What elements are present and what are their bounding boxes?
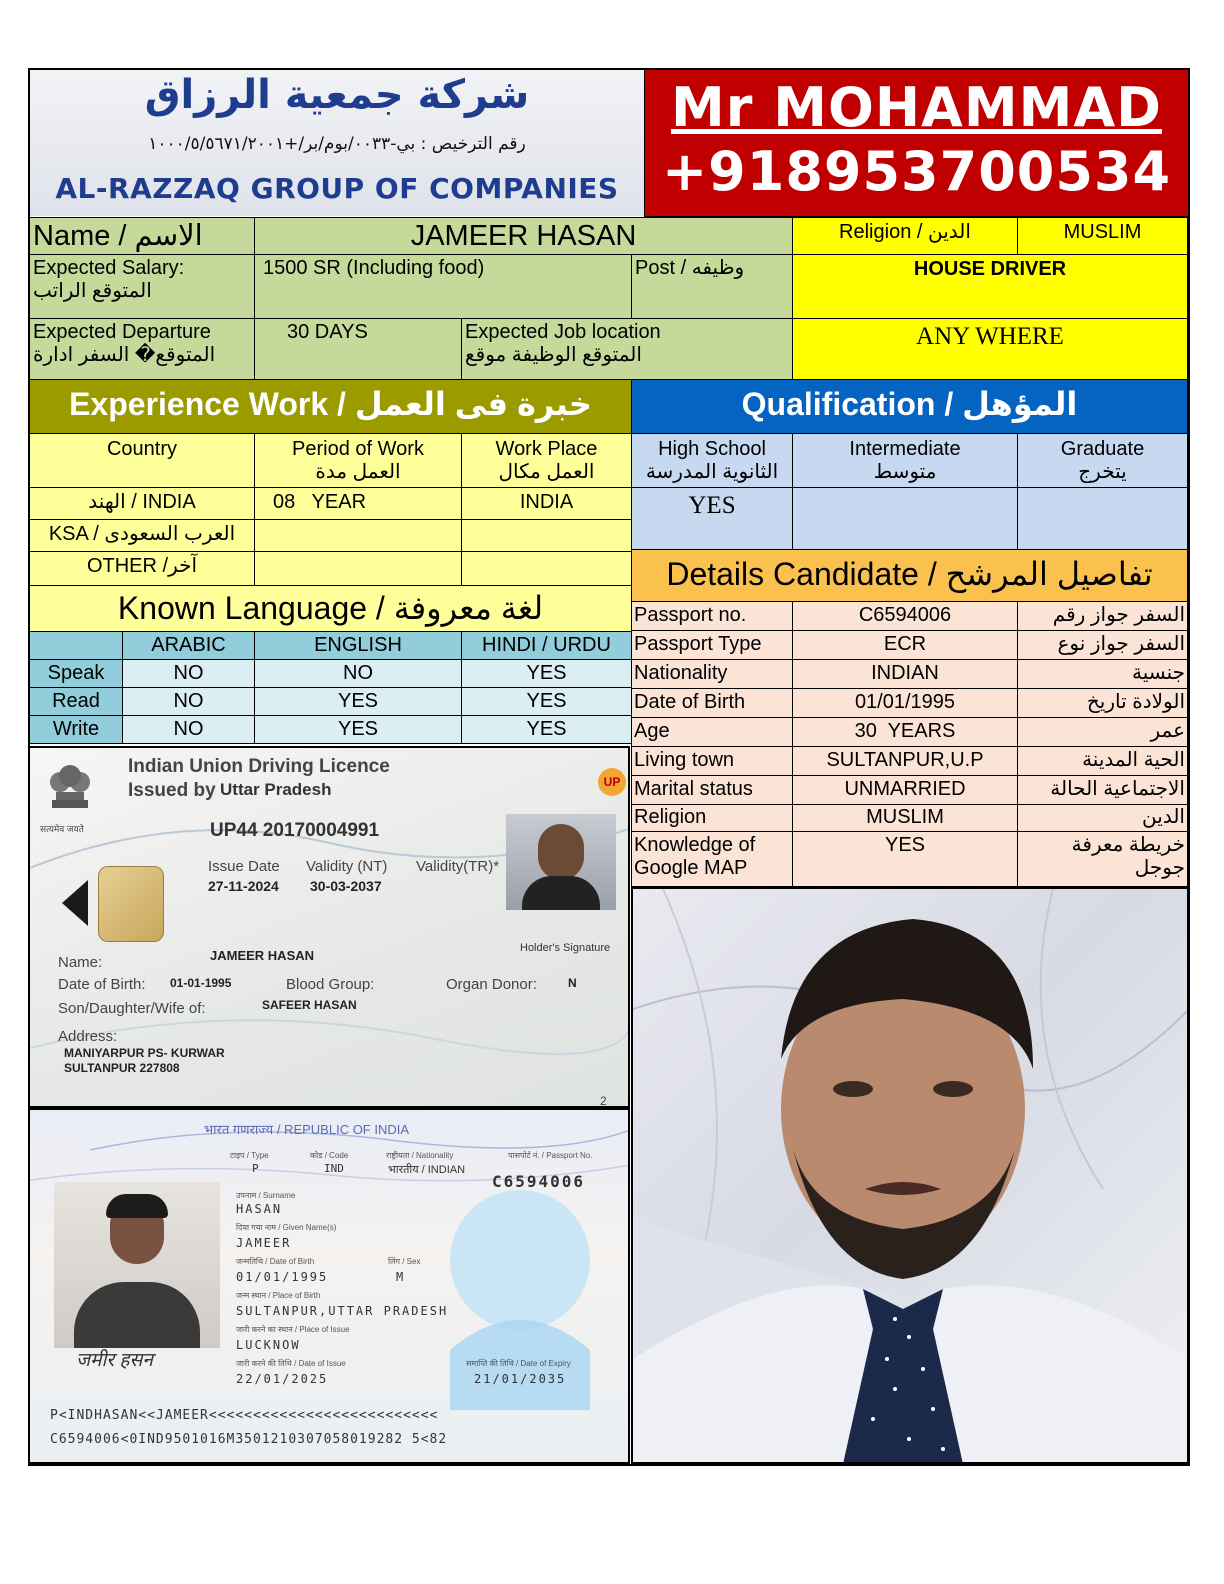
salary-value: 1500 SR (Including food): [254, 254, 632, 319]
detail-label: Passport Type: [631, 630, 793, 660]
job-location-label-ar: المتوقع الوظيفة موقع: [465, 344, 642, 366]
holder-signature: जमीर हसन: [76, 1350, 153, 1371]
detail-label: Knowledge of Google MAP: [631, 831, 793, 887]
salary-label-ar: المتوقع الراتب: [33, 280, 152, 302]
dob-label: जन्मतिथि / Date of Birth: [236, 1257, 315, 1266]
detail-label: Religion: [631, 804, 793, 832]
exp-header-place-ar: العمل مكال: [498, 461, 595, 483]
lang-value: NO: [122, 687, 255, 716]
code-label: कोड / Code: [310, 1151, 349, 1160]
type-label: टाइप / Type: [230, 1151, 269, 1160]
detail-value-living-town: SULTANPUR,U.P: [792, 746, 1018, 776]
detail-label-ar: الدين: [1017, 804, 1188, 832]
detail-label-ar: خريطة معرفة جوجل: [1017, 831, 1188, 887]
nationality: भारतीय / INDIAN: [388, 1164, 466, 1176]
qual-header-en: Intermediate: [849, 438, 961, 460]
lang-header-arabic: ARABIC: [122, 631, 255, 660]
lang-value: YES: [461, 659, 632, 688]
contact-name: Mr MOHAMMAD: [671, 76, 1162, 139]
arrow-left-icon: [58, 878, 92, 928]
qual-value-high-school: YES: [631, 487, 793, 550]
place-of-birth: SULTANPUR,UTTAR PRADESH: [236, 1304, 449, 1318]
lang-value: YES: [254, 715, 462, 744]
details-title: Details Candidate / تفاصيل المرشح: [631, 549, 1188, 602]
detail-label: Marital status: [631, 775, 793, 805]
exp-row-place: INDIA: [461, 487, 632, 520]
ashoka-emblem-icon: [44, 754, 96, 822]
date-of-expiry: 21/01/2035: [474, 1372, 567, 1386]
detail-label: Nationality: [631, 659, 793, 689]
nationality-label: राष्ट्रीयता / Nationality: [386, 1151, 454, 1160]
candidate-photo: [631, 887, 1189, 1464]
passport-number: C6594006: [492, 1172, 586, 1191]
exp-header-period-en: Period of Work: [292, 438, 424, 460]
job-location-label: [461, 318, 793, 380]
validity-nt: 30-03-2037: [310, 878, 382, 894]
place-of-birth-label: जन्म स्थान / Place of Birth: [236, 1291, 321, 1300]
exp-header-place: [461, 433, 632, 488]
departure-value: 30 DAYS: [254, 318, 462, 380]
date-of-expiry-label: समाप्ति की तिथि / Date of Expiry: [466, 1359, 571, 1368]
given-name: JAMEER: [236, 1236, 292, 1250]
qual-value-intermediate: [792, 487, 1018, 550]
given-name-label: दिया गया नाम / Given Name(s): [236, 1223, 337, 1232]
detail-value-age: 30 YEARS: [792, 717, 1018, 747]
detail-label-ar: الحية المدينة: [1017, 746, 1188, 776]
sex-label: लिंग / Sex: [388, 1257, 421, 1266]
detail-label: Passport no.: [631, 601, 793, 631]
qual-header-intermediate: [792, 433, 1018, 488]
detail-value-nationality: INDIAN: [792, 659, 1018, 689]
sex: M: [396, 1270, 404, 1284]
lang-header-blank: [29, 631, 123, 660]
religion-label: Religion / الدين: [792, 217, 1018, 255]
name-value: JAMEER HASAN: [254, 217, 793, 255]
qual-header-en: Graduate: [1060, 438, 1145, 460]
issue-date-label: Issue Date: [208, 858, 280, 875]
holder-dob: 01-01-1995: [170, 976, 232, 990]
lang-value: YES: [461, 715, 632, 744]
detail-value-google-map: YES: [792, 831, 1018, 887]
exp-row-country: KSA / العرب السعودى: [29, 519, 255, 552]
detail-label-ar: عمر: [1017, 717, 1188, 747]
exp-header-country: Country: [29, 433, 255, 488]
qual-header-ar: يتخرج: [1078, 461, 1127, 483]
address-line-2: SULTANPUR 227808: [64, 1061, 180, 1075]
chip-icon: [98, 866, 164, 942]
detail-value-marital-status: UNMARRIED: [792, 775, 1018, 805]
language-title: Known Language / لغة معروفة: [29, 585, 632, 632]
qual-value-graduate: [1017, 487, 1188, 550]
emblem-caption: सत्यमेव जयते: [40, 824, 84, 834]
departure-label-en: Expected Departure: [33, 321, 211, 343]
date-of-issue: 22/01/2025: [236, 1372, 329, 1386]
detail-label: Age: [631, 717, 793, 747]
address-label: Address:: [58, 1028, 118, 1045]
detail-label-ar: السفر جواز رقم: [1017, 601, 1188, 631]
detail-value-passport-no: C6594006: [792, 601, 1018, 631]
lang-value: NO: [122, 715, 255, 744]
up-state-badge: UP: [598, 768, 626, 796]
place-of-issue: LUCKNOW: [236, 1338, 301, 1352]
validity-nt-label: Validity (NT): [306, 858, 388, 875]
organ-donor: N: [568, 976, 577, 990]
detail-value-religion: MUSLIM: [792, 804, 1018, 832]
passport-number-label: पासपोर्ट नं. / Passport No.: [508, 1151, 593, 1160]
job-location-label-en: Expected Job location: [465, 321, 661, 343]
exp-row-period: 08 YEAR: [254, 487, 462, 520]
dob-label: Date of Birth:: [58, 976, 146, 993]
lang-skill-write: Write: [29, 715, 123, 744]
post-value: HOUSE DRIVER: [792, 254, 1188, 319]
address-line-1: MANIYARPUR PS- KURWAR: [64, 1046, 225, 1060]
licence-number: UP44 20170004991: [210, 820, 380, 841]
passport-header: भारत गणराज्य / REPUBLIC OF INDIA: [204, 1122, 410, 1137]
page-number: 2: [600, 1094, 607, 1108]
exp-row-country: الهند / INDIA: [29, 487, 255, 520]
exp-header-period-ar: العمل مدة: [315, 461, 401, 483]
mrz-line-2: C6594006<0IND9501016M3501210307058019282 5<82: [50, 1432, 448, 1447]
name-label: Name / الاسم: [29, 217, 255, 255]
lang-value: NO: [122, 659, 255, 688]
detail-value-passport-type: ECR: [792, 630, 1018, 660]
validity-tr-label: Validity(TR)*: [416, 858, 500, 875]
qual-header-en: High School: [658, 438, 766, 460]
company-name-english: AL-RAZZAQ GROUP OF COMPANIES: [55, 172, 619, 205]
exp-row-period: [254, 551, 462, 586]
detail-label: Living town: [631, 746, 793, 776]
relation-name: SAFEER HASAN: [262, 998, 357, 1012]
licence-photo: [506, 814, 616, 910]
departure-label-ar: المتوقع� السفر ادارة: [33, 344, 216, 366]
experience-title: Experience Work / خبرة فى العمل: [29, 379, 632, 434]
lang-header-english: ENGLISH: [254, 631, 462, 660]
blood-group-label: Blood Group:: [286, 976, 375, 993]
holder-name: JAMEER HASAN: [210, 948, 315, 963]
lang-header-hindi-urdu: HINDI / URDU: [461, 631, 632, 660]
qual-header-high-school: [631, 433, 793, 488]
country-code: IND: [324, 1162, 344, 1175]
lang-skill-speak: Speak: [29, 659, 123, 688]
license-number: رقم الترخيص : بي-٠٠٣٣/بوم/بر/+١٠٠٠/٥/٥٦٧١/٢٠٠١: [148, 134, 526, 154]
contact-phone: +918953700534: [661, 140, 1172, 203]
place-of-issue-label: जारी करने का स्थान / Place of Issue: [236, 1325, 350, 1334]
detail-label: Date of Birth: [631, 688, 793, 718]
lang-value: YES: [461, 687, 632, 716]
issued-by-state: Uttar Pradesh: [220, 780, 332, 799]
surname-label: उपनाम / Surname: [236, 1191, 296, 1200]
qual-header-graduate: [1017, 433, 1188, 488]
exp-row-country: OTHER /آخر: [29, 551, 255, 586]
passport-photo: [54, 1182, 220, 1348]
passport-image: [28, 1108, 630, 1464]
religion-value: MUSLIM: [1017, 217, 1188, 255]
issued-by-label: Issued by: [128, 780, 216, 801]
detail-label-ar: جنسية: [1017, 659, 1188, 689]
lang-skill-read: Read: [29, 687, 123, 716]
exp-row-period: [254, 519, 462, 552]
company-name-arabic: شركة جمعية الرزاق: [144, 72, 530, 118]
name-label: Name:: [58, 954, 103, 971]
qualification-title: Qualification / المؤهل: [631, 379, 1188, 434]
holder-signature-label: Holder's Signature: [520, 942, 611, 954]
detail-label-ar: السفر جواز نوع: [1017, 630, 1188, 660]
departure-label: [29, 318, 255, 380]
lang-value: YES: [254, 687, 462, 716]
job-location-value: ANY WHERE: [792, 318, 1188, 380]
exp-header-place-en: Work Place: [495, 438, 598, 460]
issue-date: 27-11-2024: [208, 878, 279, 894]
exp-row-place: [461, 551, 632, 586]
lang-value: NO: [254, 659, 462, 688]
surname: HASAN: [236, 1202, 283, 1216]
salary-label: [29, 254, 255, 319]
contact-box: [644, 69, 1189, 217]
salary-label-en: Expected Salary:: [33, 257, 185, 279]
qual-header-ar: الثانوية المدرسة: [645, 461, 779, 483]
date-of-birth: 01/01/1995: [236, 1270, 329, 1284]
detail-label-ar: الولادة تاريخ: [1017, 688, 1188, 718]
detail-value-dob: 01/01/1995: [792, 688, 1018, 718]
qual-header-ar: متوسط: [873, 461, 937, 483]
candidate-portrait-graphic: [633, 889, 1189, 1464]
driving-licence-image: [28, 746, 630, 1108]
licence-title: Indian Union Driving Licence: [128, 756, 390, 777]
exp-header-period: [254, 433, 462, 488]
organ-donor-label: Organ Donor:: [446, 976, 537, 993]
passport-type: P: [252, 1162, 259, 1175]
relation-label: Son/Daughter/Wife of:: [58, 1000, 206, 1017]
mrz-line-1: P<INDHASAN<<JAMEER<<<<<<<<<<<<<<<<<<<<<<<<<<: [50, 1408, 439, 1423]
company-logo: [30, 70, 644, 216]
date-of-issue-label: जारी करने की तिथि / Date of Issue: [236, 1359, 346, 1368]
detail-label-ar: الاجتماعية الحالة: [1017, 775, 1188, 805]
exp-row-place: [461, 519, 632, 552]
post-label: Post / وظيفه: [631, 254, 793, 319]
